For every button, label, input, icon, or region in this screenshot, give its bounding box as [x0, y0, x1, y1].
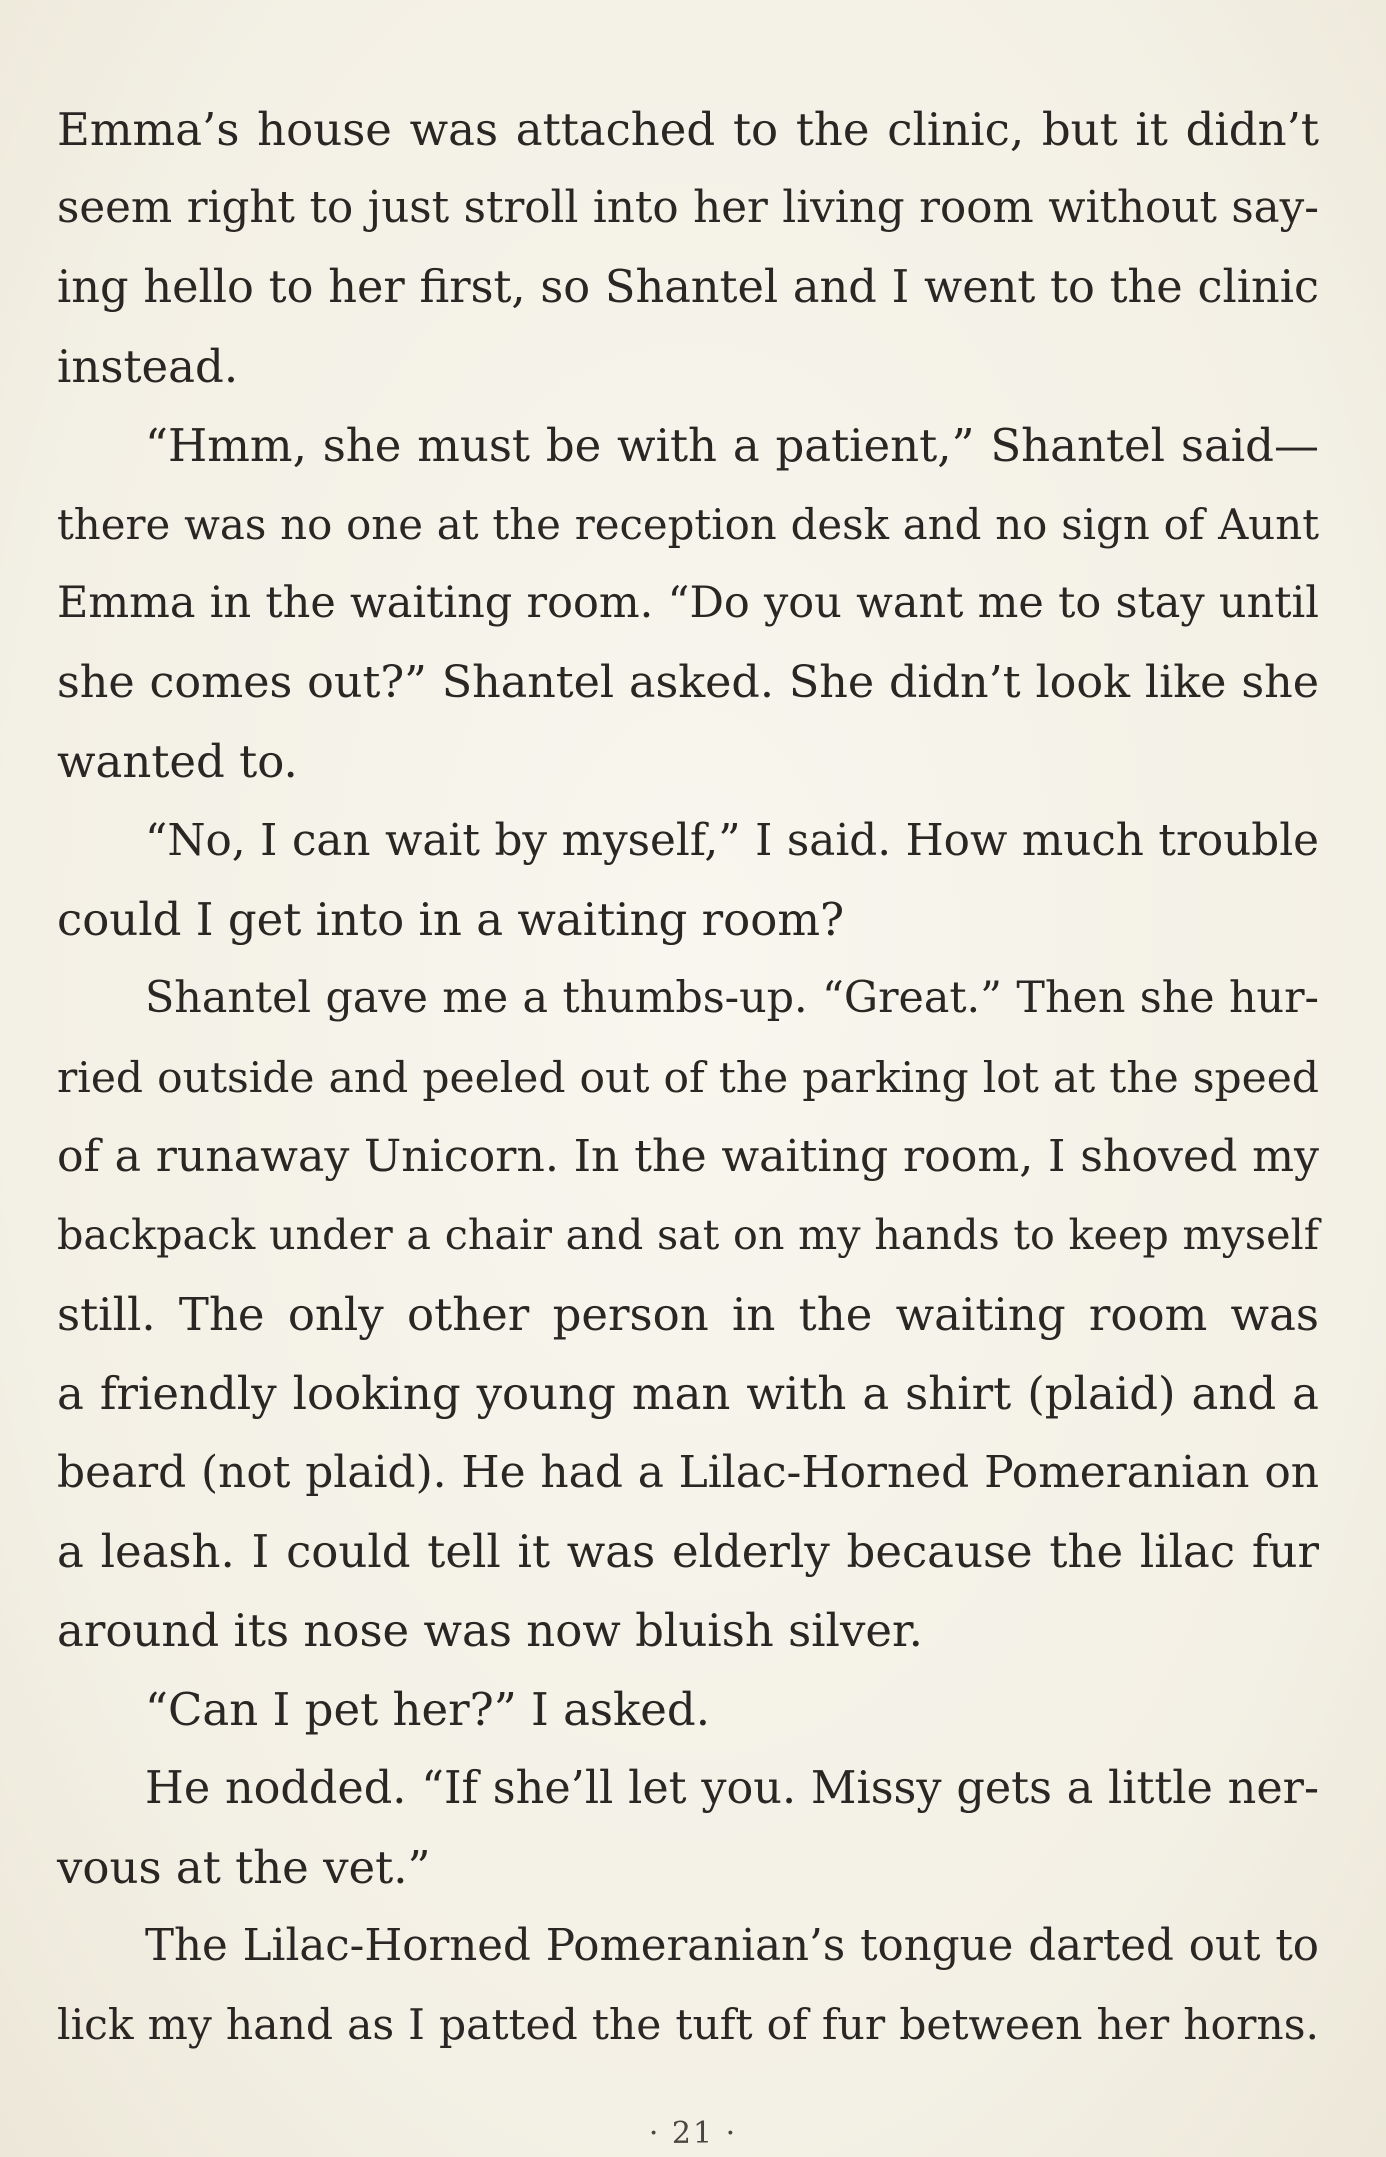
text-line: there was no one at the reception desk and no sign of Aunt [57, 500, 1319, 549]
text-line: a leash. I could tell it was elderly because the lilac fur [57, 1525, 1319, 1578]
text-line: “No, I can wait by myself,” I said. How much trouble [145, 815, 1319, 866]
text-line: ing hello to her first, so Shantel and I went to the clinic [57, 261, 1319, 313]
text-line: a friendly looking young man with a shirt (plaid) and a [57, 1367, 1319, 1420]
text-line: “Hmm, she must be with a patient,” Shantel said— [145, 419, 1319, 472]
text-line: Emma’s house was attached to the clinic, but it didn’t [57, 103, 1319, 156]
text-line: The Lilac-Horned Pomeranian’s tongue darted out to [145, 1921, 1319, 1971]
text-line: vous at the vet.” [57, 1841, 431, 1894]
text-line: ried outside and peeled out of the parking lot at the speed [57, 1053, 1319, 1102]
text-line: Emma in the waiting room. “Do you want me to stay until [57, 578, 1319, 628]
text-line: she comes out?” Shantel asked. She didn’t look like she [57, 657, 1319, 708]
page-number: · 21 · [648, 2116, 738, 2151]
text-line: seem right to just stroll into her living room without say- [57, 183, 1319, 233]
text-line: could I get into in a waiting room? [57, 893, 845, 946]
text-line: beard (not plaid). He had a Lilac-Horned Pomeranian on [57, 1447, 1319, 1498]
text-line: lick my hand as I patted the tuft of fur between her horns. [57, 2001, 1319, 2050]
text-line: still. The only other person in the waiting room was [57, 1288, 1319, 1341]
text-line: of a runaway Unicorn. In the waiting room, I shoved my [57, 1131, 1319, 1182]
text-line: Shantel gave me a thumbs-up. “Great.” Then she hur- [145, 973, 1319, 1023]
text-line: “Can I pet her?” I asked. [145, 1683, 711, 1736]
text-line: backpack under a chair and sat on my hands to keep myself [57, 1211, 1319, 1259]
text-line: wanted to. [57, 735, 298, 788]
text-line: instead. [57, 340, 239, 393]
text-line: He nodded. “If she’ll let you. Missy gets a little ner- [145, 1762, 1319, 1814]
text-line: around its nose was now bluish silver. [57, 1604, 923, 1657]
body-text [57, 90, 1319, 2065]
